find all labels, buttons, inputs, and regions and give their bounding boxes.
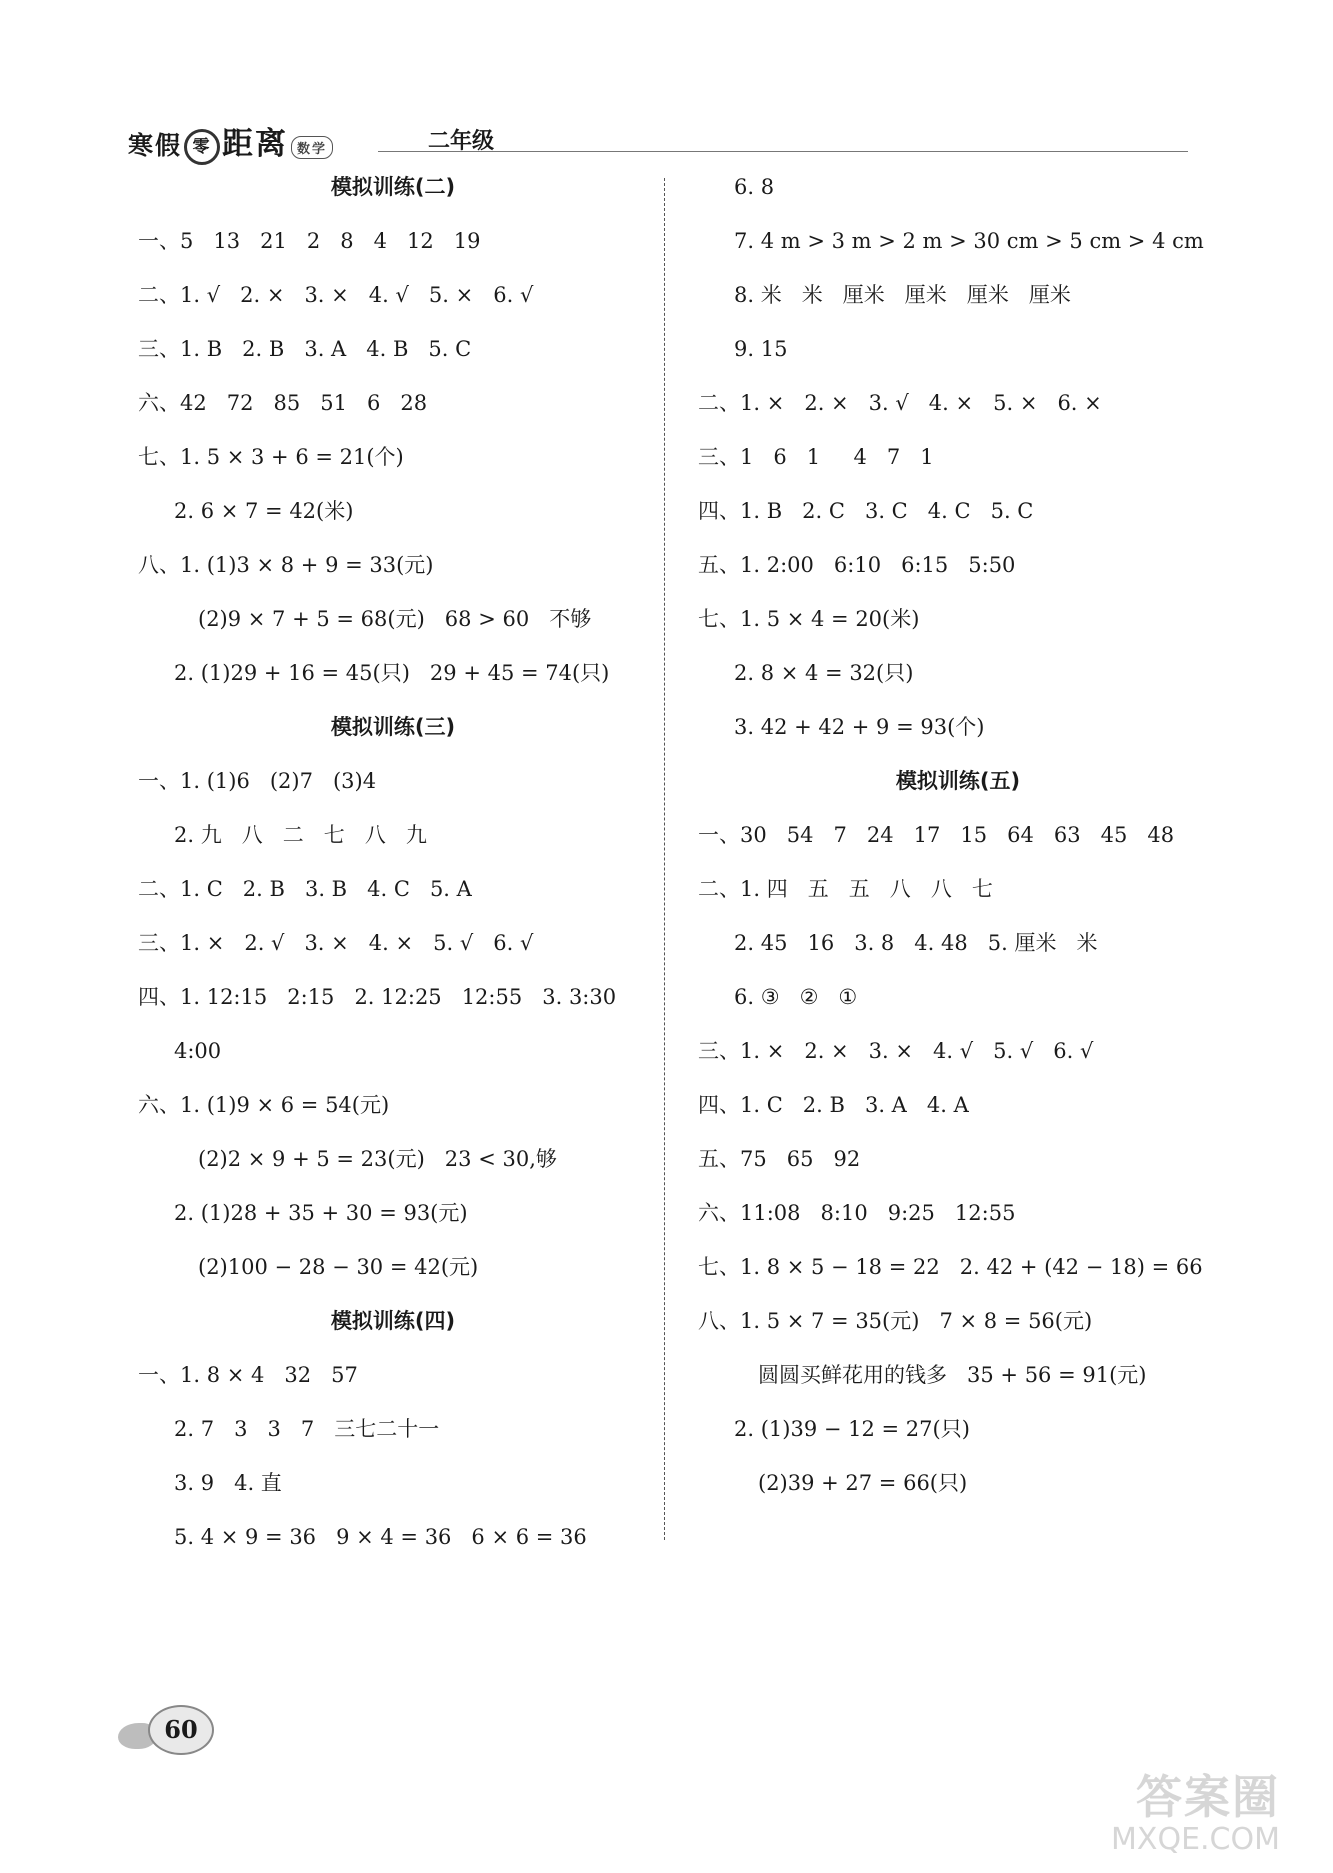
answer-line: 一、5 13 21 2 8 4 12 19 — [138, 229, 481, 253]
answer-line: 七、1. 8 × 5 − 18 = 22 2. 42 + (42 − 18) = 66 — [698, 1255, 1203, 1279]
answer-line: 六、42 72 85 51 6 28 — [138, 391, 428, 415]
answer-line: 5. 4 × 9 = 36 9 × 4 = 36 6 × 6 = 36 — [174, 1525, 587, 1549]
answer-line: 6. 8 — [734, 175, 775, 199]
answer-line: 4:00 — [174, 1039, 222, 1063]
answer-line: 三、1 6 1 4 7 1 — [698, 445, 934, 469]
brand-main: 距离 — [222, 126, 289, 162]
answer-line: 3. 42 + 42 + 9 = 93(个) — [734, 715, 985, 739]
page-footer — [118, 1705, 228, 1755]
answer-line: 五、75 65 92 — [698, 1147, 861, 1171]
page-header — [128, 118, 1188, 162]
answer-line: 八、1. (1)3 × 8 + 9 = 33(元) — [138, 553, 434, 577]
answer-line: 三、1. B 2. B 3. A 4. B 5. C — [138, 337, 472, 361]
section-title: 模拟训练(五) — [895, 769, 1021, 793]
header-rule — [378, 151, 1188, 152]
answer-line: 三、1. × 2. × 3. × 4. √ 5. √ 6. √ — [698, 1039, 1094, 1063]
answer-line: (2)100 − 28 − 30 = 42(元) — [198, 1255, 479, 1279]
answer-line: (2)9 × 7 + 5 = 68(元) 68 > 60 不够 — [198, 607, 592, 631]
answer-line: (2)39 + 27 = 66(只) — [758, 1471, 968, 1495]
answers-right-column — [698, 165, 1218, 1515]
section-title: 模拟训练(二) — [330, 175, 456, 199]
brand-subject-tag: 数学 — [291, 136, 333, 159]
answer-line: 二、1. 四 五 五 八 八 七 — [698, 877, 993, 901]
answer-line: 三、1. × 2. √ 3. × 4. × 5. √ 6. √ — [138, 931, 534, 955]
answer-line: 9. 15 — [734, 337, 788, 361]
answer-line: 2. (1)29 + 16 = 45(只) 29 + 45 = 74(只) — [174, 661, 610, 685]
answer-line: 一、1. 8 × 4 32 57 — [138, 1363, 358, 1387]
answer-line: 6. ③ ② ① — [734, 985, 858, 1009]
answer-line: 8. 米 米 厘米 厘米 厘米 厘米 — [734, 283, 1071, 307]
column-divider — [664, 178, 665, 1540]
answer-line: 一、30 54 7 24 17 15 64 63 45 48 — [698, 823, 1175, 847]
grade-label: 二年级 — [428, 129, 495, 154]
section-title: 模拟训练(四) — [330, 1309, 456, 1333]
watermark — [1050, 1770, 1280, 1860]
answer-line: 2. (1)28 + 35 + 30 = 93(元) — [174, 1201, 468, 1225]
answer-line: (2)2 × 9 + 5 = 23(元) 23 < 30,够 — [198, 1147, 557, 1171]
answer-line: 3. 9 4. 直 — [174, 1471, 282, 1495]
answer-line: 七、1. 5 × 4 = 20(米) — [698, 607, 920, 631]
answer-line: 四、1. B 2. C 3. C 4. C 5. C — [698, 499, 1034, 523]
answer-line: 2. 8 × 4 = 32(只) — [734, 661, 914, 685]
watermark-mark: 答案圈 — [1136, 1770, 1280, 1824]
answer-line: 六、11:08 8:10 9:25 12:55 — [698, 1201, 1016, 1225]
answer-line: 七、1. 5 × 3 + 6 = 21(个) — [138, 445, 404, 469]
answer-line: 2. 九 八 二 七 八 九 — [174, 823, 427, 847]
answer-line: 二、1. C 2. B 3. B 4. C 5. A — [138, 877, 472, 901]
answer-line: 八、1. 5 × 7 = 35(元) 7 × 8 = 56(元) — [698, 1309, 1093, 1333]
watermark-url: MXQE.COM — [1111, 1822, 1280, 1857]
answers-left-column — [138, 165, 648, 1569]
section-title: 模拟训练(三) — [330, 715, 456, 739]
answer-line: 四、1. 12:15 2:15 2. 12:25 12:55 3. 3:30 — [138, 985, 617, 1009]
brand-prefix: 寒假 — [128, 131, 183, 160]
brand-ring-char: 零 — [184, 129, 220, 165]
answer-line: 7. 4 m > 3 m > 2 m > 30 cm > 5 cm > 4 cm — [734, 229, 1204, 253]
page-number: 60 — [148, 1705, 214, 1755]
answer-line: 2. (1)39 − 12 = 27(只) — [734, 1417, 970, 1441]
answer-line: 2. 6 × 7 = 42(米) — [174, 499, 354, 523]
answer-line: 圆圆买鲜花用的钱多 35 + 56 = 91(元) — [758, 1363, 1147, 1387]
answer-line: 一、1. (1)6 (2)7 (3)4 — [138, 769, 377, 793]
answer-line: 四、1. C 2. B 3. A 4. A — [698, 1093, 969, 1117]
answer-line: 2. 7 3 3 7 三七二十一 — [174, 1417, 440, 1441]
answer-line: 二、1. √ 2. × 3. × 4. √ 5. × 6. √ — [138, 283, 534, 307]
brand-logo — [128, 118, 333, 165]
answer-line: 二、1. × 2. × 3. √ 4. × 5. × 6. × — [698, 391, 1102, 415]
answer-line: 2. 45 16 3. 8 4. 48 5. 厘米 米 — [734, 931, 1098, 955]
answer-line: 五、1. 2:00 6:10 6:15 5:50 — [698, 553, 1016, 577]
answer-line: 六、1. (1)9 × 6 = 54(元) — [138, 1093, 390, 1117]
